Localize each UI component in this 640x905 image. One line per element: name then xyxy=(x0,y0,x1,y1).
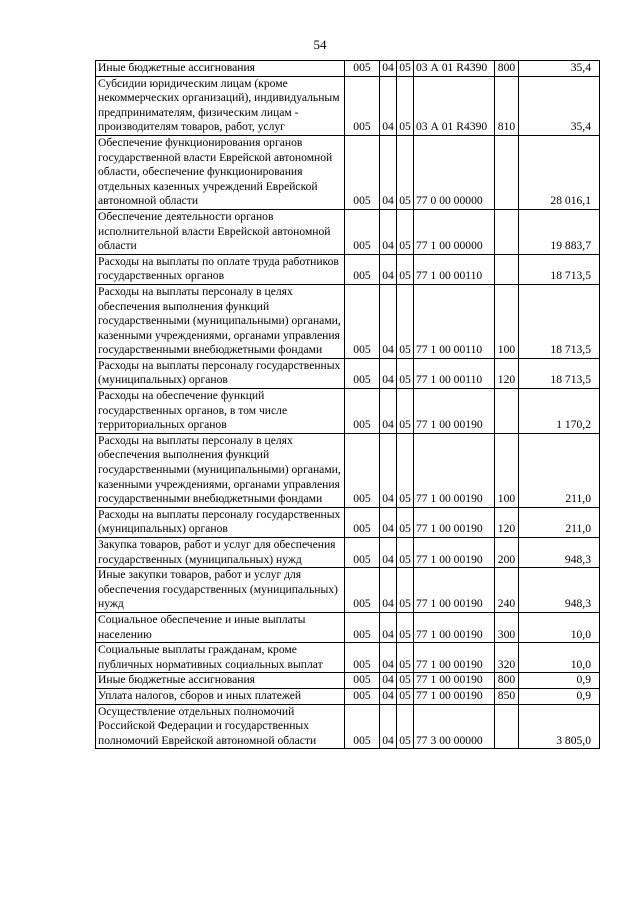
table-row xyxy=(96,568,600,613)
table-row xyxy=(96,688,600,704)
row-target-code: 77 1 00 00190 xyxy=(414,389,495,434)
row-ministry-code: 005 xyxy=(345,507,380,537)
row-target-code: 77 1 00 00190 xyxy=(414,643,495,673)
table-row xyxy=(96,358,600,388)
row-ministry-code: 005 xyxy=(345,568,380,613)
row-expense-type-code: 120 xyxy=(495,358,519,388)
row-name: Расходы на выплаты персоналу государственных (муниципальных) органов xyxy=(96,358,345,388)
row-section-code: 04 xyxy=(380,568,397,613)
row-section-code: 04 xyxy=(380,673,397,689)
row-expense-type-code xyxy=(495,135,519,209)
row-target-code: 03 А 01 R4390 xyxy=(414,76,495,135)
table-row xyxy=(96,507,600,537)
budget-table-body xyxy=(96,61,600,749)
row-ministry-code: 005 xyxy=(345,284,380,358)
row-target-code: 77 0 00 00000 xyxy=(414,135,495,209)
row-section-code: 04 xyxy=(380,254,397,284)
row-name: Расходы на выплаты персоналу государственных (муниципальных) органов xyxy=(96,507,345,537)
table-row xyxy=(96,284,600,358)
row-section-code: 04 xyxy=(380,358,397,388)
row-ministry-code: 005 xyxy=(345,433,380,507)
row-target-code: 77 1 00 00110 xyxy=(414,254,495,284)
row-section-code: 04 xyxy=(380,135,397,209)
row-name: Расходы на выплаты персоналу в целях обеспечения выполнения функций государственными (муниципальными) органами, казенными учреждениями, органами управления государственными внебюджетными фондами xyxy=(96,284,345,358)
row-expense-type-code: 800 xyxy=(495,61,519,77)
row-section-code: 04 xyxy=(380,76,397,135)
row-expense-type-code xyxy=(495,254,519,284)
table-row xyxy=(96,612,600,642)
row-ministry-code: 005 xyxy=(345,254,380,284)
row-name: Расходы на обеспечение функций государственных органов, в том числе территориальных органов xyxy=(96,389,345,434)
row-subsection-code: 05 xyxy=(397,76,414,135)
row-section-code: 04 xyxy=(380,389,397,434)
row-name: Расходы на выплаты по оплате труда работников государственных органов xyxy=(96,254,345,284)
table-row xyxy=(96,209,600,254)
row-name: Осуществление отдельных полномочий Российской Федерации и государственных полномочий Еврейской автономной области xyxy=(96,704,345,749)
row-expense-type-code: 120 xyxy=(495,507,519,537)
row-name: Расходы на выплаты персоналу в целях обеспечения выполнения функций государственными (муниципальными) органами, казенными учреждениями, органами управления государственными внебюджетными фондами xyxy=(96,433,345,507)
table-row xyxy=(96,538,600,568)
table-row xyxy=(96,135,600,209)
row-section-code: 04 xyxy=(380,688,397,704)
row-amount: 1 170,2 xyxy=(519,389,600,434)
table-row xyxy=(96,433,600,507)
row-subsection-code: 05 xyxy=(397,61,414,77)
row-target-code: 77 1 00 00190 xyxy=(414,612,495,642)
row-target-code: 03 А 01 R4390 xyxy=(414,61,495,77)
row-amount: 0,9 xyxy=(519,673,600,689)
row-subsection-code: 05 xyxy=(397,389,414,434)
row-subsection-code: 05 xyxy=(397,507,414,537)
row-ministry-code: 005 xyxy=(345,76,380,135)
table-row xyxy=(96,673,600,689)
table-row xyxy=(96,61,600,77)
row-amount: 28 016,1 xyxy=(519,135,600,209)
row-section-code: 04 xyxy=(380,538,397,568)
row-amount: 3 805,0 xyxy=(519,704,600,749)
row-subsection-code: 05 xyxy=(397,254,414,284)
row-target-code: 77 1 00 00000 xyxy=(414,209,495,254)
row-name: Иные закупки товаров, работ и услуг для обеспечения государственных (муниципальных) нужд xyxy=(96,568,345,613)
row-subsection-code: 05 xyxy=(397,612,414,642)
table-row xyxy=(96,704,600,749)
row-subsection-code: 05 xyxy=(397,643,414,673)
row-name: Иные бюджетные ассигнования xyxy=(96,61,345,77)
row-subsection-code: 05 xyxy=(397,433,414,507)
table-row xyxy=(96,643,600,673)
row-ministry-code: 005 xyxy=(345,538,380,568)
row-amount: 18 713,5 xyxy=(519,284,600,358)
row-ministry-code: 005 xyxy=(345,673,380,689)
row-amount: 18 713,5 xyxy=(519,358,600,388)
row-expense-type-code: 800 xyxy=(495,673,519,689)
row-expense-type-code: 300 xyxy=(495,612,519,642)
table-row xyxy=(96,389,600,434)
row-subsection-code: 05 xyxy=(397,284,414,358)
row-amount: 948,3 xyxy=(519,568,600,613)
row-name: Социальные выплаты гражданам, кроме публичных нормативных социальных выплат xyxy=(96,643,345,673)
row-amount: 19 883,7 xyxy=(519,209,600,254)
row-name: Социальное обеспечение и иные выплаты населению xyxy=(96,612,345,642)
row-section-code: 04 xyxy=(380,61,397,77)
row-section-code: 04 xyxy=(380,704,397,749)
row-amount: 948,3 xyxy=(519,538,600,568)
row-ministry-code: 005 xyxy=(345,643,380,673)
row-subsection-code: 05 xyxy=(397,688,414,704)
row-subsection-code: 05 xyxy=(397,568,414,613)
row-amount: 35,4 xyxy=(519,61,600,77)
row-section-code: 04 xyxy=(380,284,397,358)
row-target-code: 77 1 00 00190 xyxy=(414,433,495,507)
row-subsection-code: 05 xyxy=(397,135,414,209)
row-section-code: 04 xyxy=(380,507,397,537)
row-ministry-code: 005 xyxy=(345,389,380,434)
table-row xyxy=(96,254,600,284)
row-target-code: 77 1 00 00190 xyxy=(414,568,495,613)
row-amount: 18 713,5 xyxy=(519,254,600,284)
row-target-code: 77 1 00 00190 xyxy=(414,507,495,537)
row-expense-type-code: 240 xyxy=(495,568,519,613)
row-amount: 10,0 xyxy=(519,612,600,642)
row-name: Обеспечение деятельности органов исполнительной власти Еврейской автономной области xyxy=(96,209,345,254)
row-target-code: 77 1 00 00190 xyxy=(414,673,495,689)
row-ministry-code: 005 xyxy=(345,612,380,642)
row-subsection-code: 05 xyxy=(397,358,414,388)
row-subsection-code: 05 xyxy=(397,704,414,749)
row-amount: 10,0 xyxy=(519,643,600,673)
row-expense-type-code: 810 xyxy=(495,76,519,135)
row-target-code: 77 1 00 00110 xyxy=(414,358,495,388)
row-ministry-code: 005 xyxy=(345,209,380,254)
row-section-code: 04 xyxy=(380,209,397,254)
row-ministry-code: 005 xyxy=(345,358,380,388)
row-expense-type-code: 320 xyxy=(495,643,519,673)
row-target-code: 77 1 00 00190 xyxy=(414,538,495,568)
row-name: Закупка товаров, работ и услуг для обеспечения государственных (муниципальных) нужд xyxy=(96,538,345,568)
row-expense-type-code xyxy=(495,704,519,749)
row-name: Субсидии юридическим лицам (кроме некоммерческих организаций), индивидуальным предпринимателям, физическим лицам - производителям товаров, работ, услуг xyxy=(96,76,345,135)
row-name: Обеспечение функционирования органов государственной власти Еврейской автономной области, обеспечение функционирования отдельных казенных учреждений Еврейской автономной области xyxy=(96,135,345,209)
row-section-code: 04 xyxy=(380,433,397,507)
row-section-code: 04 xyxy=(380,612,397,642)
row-expense-type-code: 100 xyxy=(495,284,519,358)
row-ministry-code: 005 xyxy=(345,135,380,209)
budget-table xyxy=(95,60,600,749)
row-expense-type-code: 100 xyxy=(495,433,519,507)
table-row xyxy=(96,76,600,135)
row-name: Уплата налогов, сборов и иных платежей xyxy=(96,688,345,704)
row-name: Иные бюджетные ассигнования xyxy=(96,673,345,689)
page-number: 54 xyxy=(313,37,327,52)
row-amount: 211,0 xyxy=(519,433,600,507)
row-expense-type-code xyxy=(495,389,519,434)
row-target-code: 77 1 00 00190 xyxy=(414,688,495,704)
row-target-code: 77 3 00 00000 xyxy=(414,704,495,749)
row-subsection-code: 05 xyxy=(397,538,414,568)
row-subsection-code: 05 xyxy=(397,209,414,254)
row-amount: 35,4 xyxy=(519,76,600,135)
row-subsection-code: 05 xyxy=(397,673,414,689)
row-section-code: 04 xyxy=(380,643,397,673)
row-expense-type-code xyxy=(495,209,519,254)
row-expense-type-code: 850 xyxy=(495,688,519,704)
row-target-code: 77 1 00 00110 xyxy=(414,284,495,358)
row-amount: 0,9 xyxy=(519,688,600,704)
row-ministry-code: 005 xyxy=(345,704,380,749)
row-ministry-code: 005 xyxy=(345,61,380,77)
row-amount: 211,0 xyxy=(519,507,600,537)
row-expense-type-code: 200 xyxy=(495,538,519,568)
row-ministry-code: 005 xyxy=(345,688,380,704)
